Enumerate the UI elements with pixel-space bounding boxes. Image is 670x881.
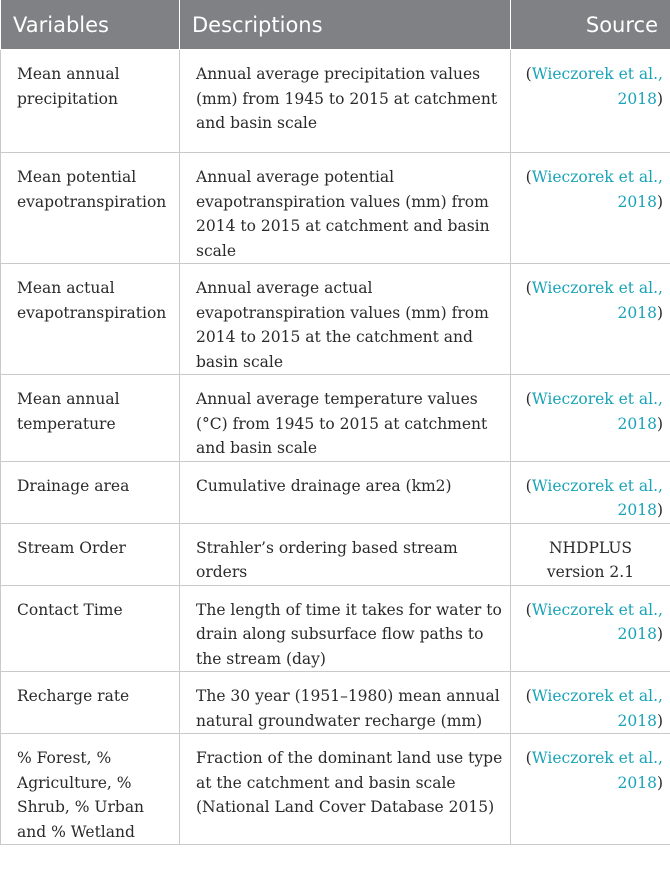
variable-cell: Recharge rate [1, 672, 180, 734]
table-row [1, 375, 670, 462]
table-row [1, 50, 670, 153]
description-cell: Annual average temperature values (°C) from 1945 to 2015 at catchment and basin scale [180, 375, 511, 462]
source-cell [511, 585, 670, 672]
citation-close-paren: ) [656, 414, 663, 433]
citation-close-paren: ) [656, 192, 663, 211]
header-variables: Variables [1, 0, 180, 50]
citation-open-paren: ( [525, 476, 532, 495]
citation-link-year[interactable]: 2018 [617, 711, 657, 730]
citation-link[interactable]: Wieczorek et al., [531, 476, 663, 495]
citation-link-year[interactable]: 2018 [617, 414, 657, 433]
source-cell [511, 264, 670, 375]
source-version-text: version 2.1 [546, 563, 635, 581]
citation-open-paren: ( [525, 168, 532, 186]
description-cell: The length of time it takes for water to drain along subsurface flow paths to the stream (day) [180, 585, 511, 672]
table-row [1, 734, 670, 845]
citation-open-paren: ( [525, 600, 532, 619]
citation-link-year[interactable]: 2018 [617, 303, 657, 322]
citation-link-year[interactable]: 2018 [617, 773, 657, 792]
table-row [1, 264, 670, 375]
variable-cell: Mean annual temperature [1, 375, 180, 462]
description-cell: Annual average potential evapotranspiration values (mm) from 2014 to 2015 at catchment and basin scale [180, 153, 511, 264]
table-row [1, 523, 670, 585]
citation-link-year[interactable]: 2018 [617, 89, 657, 108]
citation-link[interactable]: Wieczorek et al., [531, 168, 663, 186]
citation-close-paren: ) [656, 625, 663, 643]
citation-close-paren: ) [656, 89, 663, 108]
variable-cell: Drainage area [1, 461, 180, 523]
citation-close-paren: ) [656, 773, 663, 792]
variable-cell: Mean potential evapotranspiration [1, 153, 180, 264]
citation-open-paren: ( [525, 390, 532, 408]
citation-open-paren: ( [525, 65, 532, 83]
citation-close-paren: ) [656, 711, 663, 730]
citation-link[interactable]: Wieczorek et al., [531, 279, 663, 297]
citation-link-year[interactable]: 2018 [617, 192, 657, 211]
variable-cell: Stream Order [1, 523, 180, 585]
citation-link[interactable]: Wieczorek et al., [531, 749, 663, 767]
description-cell: Annual average actual evapotranspiration values (mm) from 2014 to 2015 at the catchment and basin scale [180, 264, 511, 375]
source-cell [511, 50, 670, 153]
citation-close-paren: ) [656, 501, 663, 519]
variable-cell: Mean annual precipitation [1, 50, 180, 153]
variable-cell: Mean actual evapotranspiration [1, 264, 180, 375]
citation-close-paren: ) [656, 303, 663, 322]
header-descriptions: Descriptions [180, 0, 511, 50]
table-row [1, 153, 670, 264]
variable-cell: % Forest, % Agriculture, % Shrub, % Urban and % Wetland [1, 734, 180, 845]
citation-link[interactable]: Wieczorek et al., [531, 600, 663, 619]
source-cell [511, 375, 670, 462]
description-cell: Strahler’s ordering based stream orders [180, 523, 511, 585]
citation-link-year[interactable]: 2018 [617, 625, 657, 643]
source-cell [511, 672, 670, 734]
description-cell: Cumulative drainage area (km2) [180, 461, 511, 523]
source-text: NHDPLUS [548, 538, 633, 557]
source-cell [511, 153, 670, 264]
header-source: Source [511, 0, 670, 50]
citation-link-year[interactable]: 2018 [617, 501, 657, 519]
source-cell [511, 734, 670, 845]
citation-link[interactable]: Wieczorek et al., [531, 65, 663, 83]
table-row [1, 461, 670, 523]
source-cell [511, 523, 670, 585]
description-cell: Fraction of the dominant land use type at the catchment and basin scale (National Land Cover Database 2015) [180, 734, 511, 845]
citation-link[interactable]: Wieczorek et al., [531, 687, 663, 705]
description-cell: The 30 year (1951–1980) mean annual natural groundwater recharge (mm) [180, 672, 511, 734]
citation-open-paren: ( [525, 279, 532, 297]
table-row [1, 585, 670, 672]
header-row [1, 0, 670, 50]
citation-link[interactable]: Wieczorek et al., [531, 390, 663, 408]
description-cell: Annual average precipitation values (mm) from 1945 to 2015 at catchment and basin scale [180, 50, 511, 153]
citation-open-paren: ( [525, 749, 532, 767]
source-cell [511, 461, 670, 523]
citation-open-paren: ( [525, 687, 532, 705]
variable-cell: Contact Time [1, 585, 180, 672]
table-row [1, 672, 670, 734]
